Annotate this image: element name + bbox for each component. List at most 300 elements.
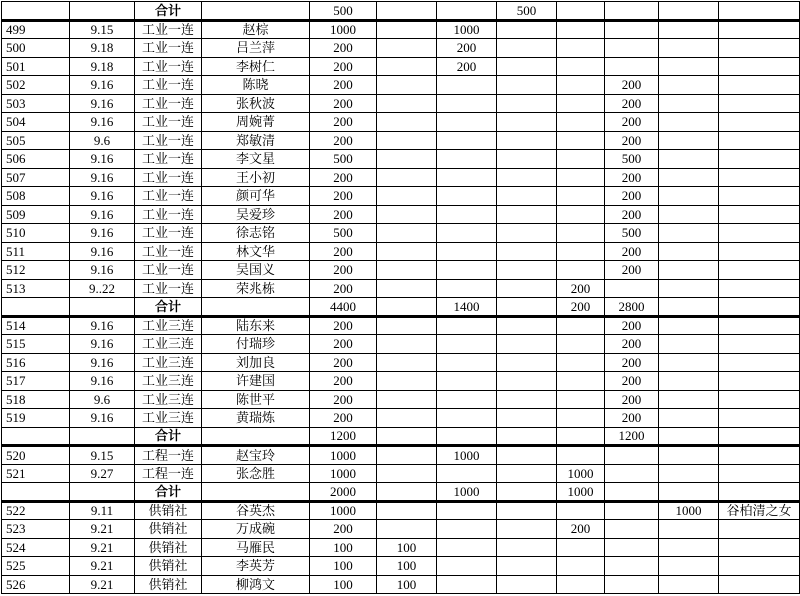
amount-cell-2	[437, 187, 497, 206]
total-amount-cell: 200	[310, 242, 377, 261]
amount-cell-6	[659, 409, 719, 428]
unit-cell: 工业一连	[135, 187, 202, 206]
table-row	[2, 483, 800, 502]
date-cell: 9.16	[70, 76, 135, 95]
amount-cell-2	[437, 316, 497, 335]
amount-cell-6	[659, 168, 719, 187]
amount-cell-2	[437, 335, 497, 354]
total-amount-cell: 200	[310, 76, 377, 95]
amount-cell-2	[437, 76, 497, 95]
amount-cell-4	[557, 76, 605, 95]
name-cell	[202, 427, 310, 446]
amount-cell-1	[377, 242, 437, 261]
amount-cell-3	[497, 242, 557, 261]
name-cell: 郑敏清	[202, 131, 310, 150]
total-amount-cell: 200	[310, 261, 377, 280]
note-cell	[719, 242, 800, 261]
amount-cell-2	[437, 242, 497, 261]
seq-number-cell: 526	[2, 575, 70, 594]
amount-cell-1	[377, 94, 437, 113]
amount-cell-3	[497, 187, 557, 206]
seq-number-cell: 500	[2, 39, 70, 58]
unit-cell: 工业三连	[135, 335, 202, 354]
amount-cell-6	[659, 575, 719, 594]
note-cell	[719, 575, 800, 594]
amount-cell-6	[659, 557, 719, 576]
amount-cell-6	[659, 150, 719, 169]
amount-cell-5	[605, 575, 659, 594]
name-cell: 刘加良	[202, 353, 310, 372]
amount-cell-1	[377, 446, 437, 465]
note-cell	[719, 131, 800, 150]
amount-cell-2	[437, 131, 497, 150]
seq-number-cell: 520	[2, 446, 70, 465]
amount-cell-5: 200	[605, 316, 659, 335]
note-cell	[719, 279, 800, 298]
amount-cell-3	[497, 316, 557, 335]
total-amount-cell: 100	[310, 538, 377, 557]
amount-cell-4	[557, 316, 605, 335]
name-cell: 万成碗	[202, 520, 310, 539]
amount-cell-4	[557, 538, 605, 557]
amount-cell-6	[659, 113, 719, 132]
name-cell	[202, 298, 310, 317]
table-row	[2, 2, 800, 21]
unit-cell: 工业一连	[135, 150, 202, 169]
amount-cell-4: 200	[557, 298, 605, 317]
table-row	[2, 187, 800, 206]
amount-cell-4	[557, 427, 605, 446]
unit-cell: 供销社	[135, 557, 202, 576]
table-row	[2, 279, 800, 298]
amount-cell-4	[557, 205, 605, 224]
amount-cell-5	[605, 2, 659, 21]
name-cell: 赵棕	[202, 20, 310, 39]
note-cell	[719, 316, 800, 335]
unit-cell: 工业一连	[135, 76, 202, 95]
unit-cell: 工程一连	[135, 464, 202, 483]
amount-cell-4	[557, 150, 605, 169]
date-cell: 9.16	[70, 187, 135, 206]
unit-cell: 合计	[135, 483, 202, 502]
amount-cell-3	[497, 205, 557, 224]
total-amount-cell: 1000	[310, 20, 377, 39]
amount-cell-3	[497, 113, 557, 132]
amount-cell-3	[497, 94, 557, 113]
amount-cell-4	[557, 390, 605, 409]
table-row	[2, 168, 800, 187]
amount-cell-1	[377, 224, 437, 243]
name-cell: 陈世平	[202, 390, 310, 409]
name-cell: 张念胜	[202, 464, 310, 483]
name-cell: 李文星	[202, 150, 310, 169]
amount-cell-1	[377, 39, 437, 58]
amount-cell-2	[437, 261, 497, 280]
date-cell: 9.15	[70, 20, 135, 39]
amount-cell-1	[377, 20, 437, 39]
note-cell	[719, 483, 800, 502]
date-cell: 9.16	[70, 353, 135, 372]
name-cell: 李树仁	[202, 57, 310, 76]
amount-cell-1	[377, 501, 437, 520]
total-amount-cell: 200	[310, 279, 377, 298]
amount-cell-3	[497, 335, 557, 354]
date-cell: 9..22	[70, 279, 135, 298]
name-cell: 周婉菁	[202, 113, 310, 132]
unit-cell: 合计	[135, 427, 202, 446]
date-cell: 9.16	[70, 205, 135, 224]
amount-cell-1	[377, 298, 437, 317]
table-row	[2, 390, 800, 409]
amount-cell-1	[377, 353, 437, 372]
note-cell	[719, 205, 800, 224]
amount-cell-5: 200	[605, 372, 659, 391]
name-cell: 柳鸿文	[202, 575, 310, 594]
amount-cell-4	[557, 335, 605, 354]
total-amount-cell: 200	[310, 39, 377, 58]
amount-cell-1	[377, 2, 437, 21]
seq-number-cell: 514	[2, 316, 70, 335]
date-cell: 9.16	[70, 372, 135, 391]
amount-cell-5: 200	[605, 187, 659, 206]
amount-cell-5: 200	[605, 205, 659, 224]
total-amount-cell: 1000	[310, 464, 377, 483]
total-amount-cell: 1200	[310, 427, 377, 446]
amount-cell-5: 200	[605, 131, 659, 150]
amount-cell-4: 200	[557, 279, 605, 298]
note-cell	[719, 298, 800, 317]
amount-cell-6	[659, 446, 719, 465]
note-cell: 谷柏清之女	[719, 501, 800, 520]
amount-cell-2	[437, 464, 497, 483]
table-row	[2, 131, 800, 150]
unit-cell: 工业三连	[135, 372, 202, 391]
unit-cell: 合计	[135, 298, 202, 317]
unit-cell: 工业一连	[135, 242, 202, 261]
unit-cell: 合计	[135, 2, 202, 21]
amount-cell-3	[497, 575, 557, 594]
seq-number-cell	[2, 427, 70, 446]
amount-cell-5: 200	[605, 390, 659, 409]
amount-cell-1	[377, 427, 437, 446]
total-amount-cell: 200	[310, 353, 377, 372]
amount-cell-5: 200	[605, 353, 659, 372]
amount-cell-5: 200	[605, 94, 659, 113]
seq-number-cell: 525	[2, 557, 70, 576]
amount-cell-4	[557, 372, 605, 391]
amount-cell-4	[557, 242, 605, 261]
amount-cell-1	[377, 113, 437, 132]
unit-cell: 工业一连	[135, 20, 202, 39]
table-row	[2, 224, 800, 243]
amount-cell-2	[437, 2, 497, 21]
amount-cell-2	[437, 575, 497, 594]
amount-cell-4	[557, 94, 605, 113]
amount-cell-5: 200	[605, 242, 659, 261]
amount-cell-3	[497, 557, 557, 576]
note-cell	[719, 538, 800, 557]
total-amount-cell: 2000	[310, 483, 377, 502]
amount-cell-4	[557, 501, 605, 520]
name-cell: 王小初	[202, 168, 310, 187]
amount-cell-2	[437, 501, 497, 520]
table-row	[2, 316, 800, 335]
amount-cell-1: 100	[377, 557, 437, 576]
date-cell	[70, 483, 135, 502]
note-cell	[719, 335, 800, 354]
amount-cell-5	[605, 538, 659, 557]
note-cell	[719, 168, 800, 187]
unit-cell: 工业一连	[135, 279, 202, 298]
amount-cell-1	[377, 187, 437, 206]
name-cell: 荣兆栋	[202, 279, 310, 298]
note-cell	[719, 390, 800, 409]
amount-cell-1	[377, 131, 437, 150]
amount-cell-5	[605, 520, 659, 539]
table-row	[2, 409, 800, 428]
seq-number-cell: 510	[2, 224, 70, 243]
unit-cell: 工业一连	[135, 94, 202, 113]
amount-cell-4	[557, 131, 605, 150]
table-row	[2, 298, 800, 317]
amount-cell-3	[497, 353, 557, 372]
amount-cell-5: 500	[605, 150, 659, 169]
unit-cell: 工业一连	[135, 261, 202, 280]
name-cell: 许建国	[202, 372, 310, 391]
amount-cell-6	[659, 520, 719, 539]
note-cell	[719, 57, 800, 76]
date-cell: 9.15	[70, 446, 135, 465]
amount-cell-1	[377, 76, 437, 95]
total-amount-cell: 1000	[310, 501, 377, 520]
amount-cell-3	[497, 39, 557, 58]
name-cell: 张秋波	[202, 94, 310, 113]
table-row	[2, 261, 800, 280]
table-row	[2, 501, 800, 520]
amount-cell-6	[659, 427, 719, 446]
amount-cell-5: 200	[605, 261, 659, 280]
amount-cell-3	[497, 131, 557, 150]
table-row	[2, 538, 800, 557]
total-amount-cell: 500	[310, 150, 377, 169]
amount-cell-6	[659, 353, 719, 372]
amount-cell-2	[437, 520, 497, 539]
total-amount-cell: 200	[310, 390, 377, 409]
amount-cell-6	[659, 538, 719, 557]
name-cell: 陈晓	[202, 76, 310, 95]
amount-cell-4	[557, 187, 605, 206]
amount-cell-2	[437, 557, 497, 576]
amount-cell-4: 1000	[557, 483, 605, 502]
seq-number-cell: 513	[2, 279, 70, 298]
date-cell	[70, 298, 135, 317]
note-cell	[719, 427, 800, 446]
date-cell: 9.6	[70, 390, 135, 409]
amount-cell-1	[377, 205, 437, 224]
amount-cell-2	[437, 113, 497, 132]
amount-cell-1	[377, 335, 437, 354]
seq-number-cell: 499	[2, 20, 70, 39]
seq-number-cell: 522	[2, 501, 70, 520]
amount-cell-1	[377, 57, 437, 76]
amount-cell-1	[377, 390, 437, 409]
total-amount-cell: 500	[310, 2, 377, 21]
table-row	[2, 353, 800, 372]
name-cell: 马雁民	[202, 538, 310, 557]
amount-cell-6	[659, 483, 719, 502]
date-cell: 9.16	[70, 242, 135, 261]
amount-cell-6	[659, 372, 719, 391]
amount-cell-3	[497, 372, 557, 391]
amount-cell-4: 200	[557, 520, 605, 539]
seq-number-cell	[2, 298, 70, 317]
table-row	[2, 557, 800, 576]
seq-number-cell: 501	[2, 57, 70, 76]
amount-cell-6	[659, 2, 719, 21]
amount-cell-2	[437, 94, 497, 113]
total-amount-cell: 200	[310, 187, 377, 206]
amount-cell-2: 1000	[437, 446, 497, 465]
name-cell: 颜可华	[202, 187, 310, 206]
amount-cell-2: 1000	[437, 20, 497, 39]
unit-cell: 工业三连	[135, 316, 202, 335]
name-cell: 吴国义	[202, 261, 310, 280]
seq-number-cell: 506	[2, 150, 70, 169]
amount-cell-6	[659, 131, 719, 150]
total-amount-cell: 200	[310, 316, 377, 335]
table-row	[2, 446, 800, 465]
amount-cell-6	[659, 242, 719, 261]
amount-cell-2	[437, 390, 497, 409]
seq-number-cell: 511	[2, 242, 70, 261]
total-amount-cell: 4400	[310, 298, 377, 317]
amount-cell-2: 1400	[437, 298, 497, 317]
amount-cell-4	[557, 39, 605, 58]
date-cell: 9.16	[70, 168, 135, 187]
amount-cell-5	[605, 20, 659, 39]
unit-cell: 工业三连	[135, 390, 202, 409]
total-amount-cell: 100	[310, 575, 377, 594]
seq-number-cell: 503	[2, 94, 70, 113]
seq-number-cell: 515	[2, 335, 70, 354]
amount-cell-1	[377, 168, 437, 187]
note-cell	[719, 557, 800, 576]
amount-cell-4	[557, 57, 605, 76]
date-cell: 9.16	[70, 113, 135, 132]
amount-cell-4	[557, 224, 605, 243]
amount-cell-5: 2800	[605, 298, 659, 317]
table-row	[2, 150, 800, 169]
total-amount-cell: 1000	[310, 446, 377, 465]
amount-cell-4	[557, 20, 605, 39]
amount-cell-5: 500	[605, 224, 659, 243]
table-row	[2, 520, 800, 539]
amount-cell-3	[497, 483, 557, 502]
amount-cell-5	[605, 446, 659, 465]
amount-cell-1	[377, 261, 437, 280]
total-amount-cell: 200	[310, 205, 377, 224]
unit-cell: 工程一连	[135, 446, 202, 465]
note-cell	[719, 94, 800, 113]
total-amount-cell: 100	[310, 557, 377, 576]
amount-cell-2	[437, 150, 497, 169]
date-cell: 9.16	[70, 409, 135, 428]
total-amount-cell: 200	[310, 409, 377, 428]
amount-cell-4	[557, 557, 605, 576]
date-cell: 9.21	[70, 538, 135, 557]
note-cell	[719, 150, 800, 169]
amount-cell-6	[659, 20, 719, 39]
amount-cell-2: 200	[437, 39, 497, 58]
note-cell	[719, 409, 800, 428]
table-row	[2, 464, 800, 483]
date-cell: 9.27	[70, 464, 135, 483]
unit-cell: 工业三连	[135, 353, 202, 372]
amount-cell-3	[497, 464, 557, 483]
date-cell: 9.16	[70, 316, 135, 335]
amount-cell-1	[377, 279, 437, 298]
note-cell	[719, 520, 800, 539]
amount-cell-1	[377, 520, 437, 539]
total-amount-cell: 200	[310, 94, 377, 113]
amount-cell-3	[497, 57, 557, 76]
table-row	[2, 39, 800, 58]
amount-cell-3	[497, 446, 557, 465]
name-cell: 赵宝玲	[202, 446, 310, 465]
name-cell: 吕兰萍	[202, 39, 310, 58]
amount-cell-5: 200	[605, 168, 659, 187]
date-cell: 9.16	[70, 335, 135, 354]
amount-cell-2	[437, 353, 497, 372]
amount-cell-3	[497, 501, 557, 520]
amount-cell-3: 500	[497, 2, 557, 21]
amount-cell-3	[497, 390, 557, 409]
date-cell: 9.16	[70, 94, 135, 113]
amount-cell-6	[659, 316, 719, 335]
ledger-table	[1, 1, 800, 594]
unit-cell: 工业三连	[135, 409, 202, 428]
unit-cell: 工业一连	[135, 224, 202, 243]
amount-cell-5	[605, 279, 659, 298]
seq-number-cell: 517	[2, 372, 70, 391]
amount-cell-6	[659, 205, 719, 224]
amount-cell-6	[659, 390, 719, 409]
amount-cell-1: 100	[377, 538, 437, 557]
unit-cell: 供销社	[135, 575, 202, 594]
name-cell: 谷英杰	[202, 501, 310, 520]
amount-cell-5	[605, 501, 659, 520]
amount-cell-6	[659, 187, 719, 206]
amount-cell-6	[659, 76, 719, 95]
amount-cell-3	[497, 409, 557, 428]
seq-number-cell: 521	[2, 464, 70, 483]
amount-cell-3	[497, 427, 557, 446]
note-cell	[719, 372, 800, 391]
amount-cell-1	[377, 483, 437, 502]
name-cell	[202, 483, 310, 502]
amount-cell-6	[659, 464, 719, 483]
name-cell: 李英芳	[202, 557, 310, 576]
seq-number-cell: 505	[2, 131, 70, 150]
date-cell	[70, 2, 135, 21]
total-amount-cell: 200	[310, 113, 377, 132]
amount-cell-2	[437, 168, 497, 187]
total-amount-cell: 500	[310, 224, 377, 243]
unit-cell: 工业一连	[135, 131, 202, 150]
amount-cell-5: 200	[605, 113, 659, 132]
note-cell	[719, 261, 800, 280]
table-row	[2, 372, 800, 391]
